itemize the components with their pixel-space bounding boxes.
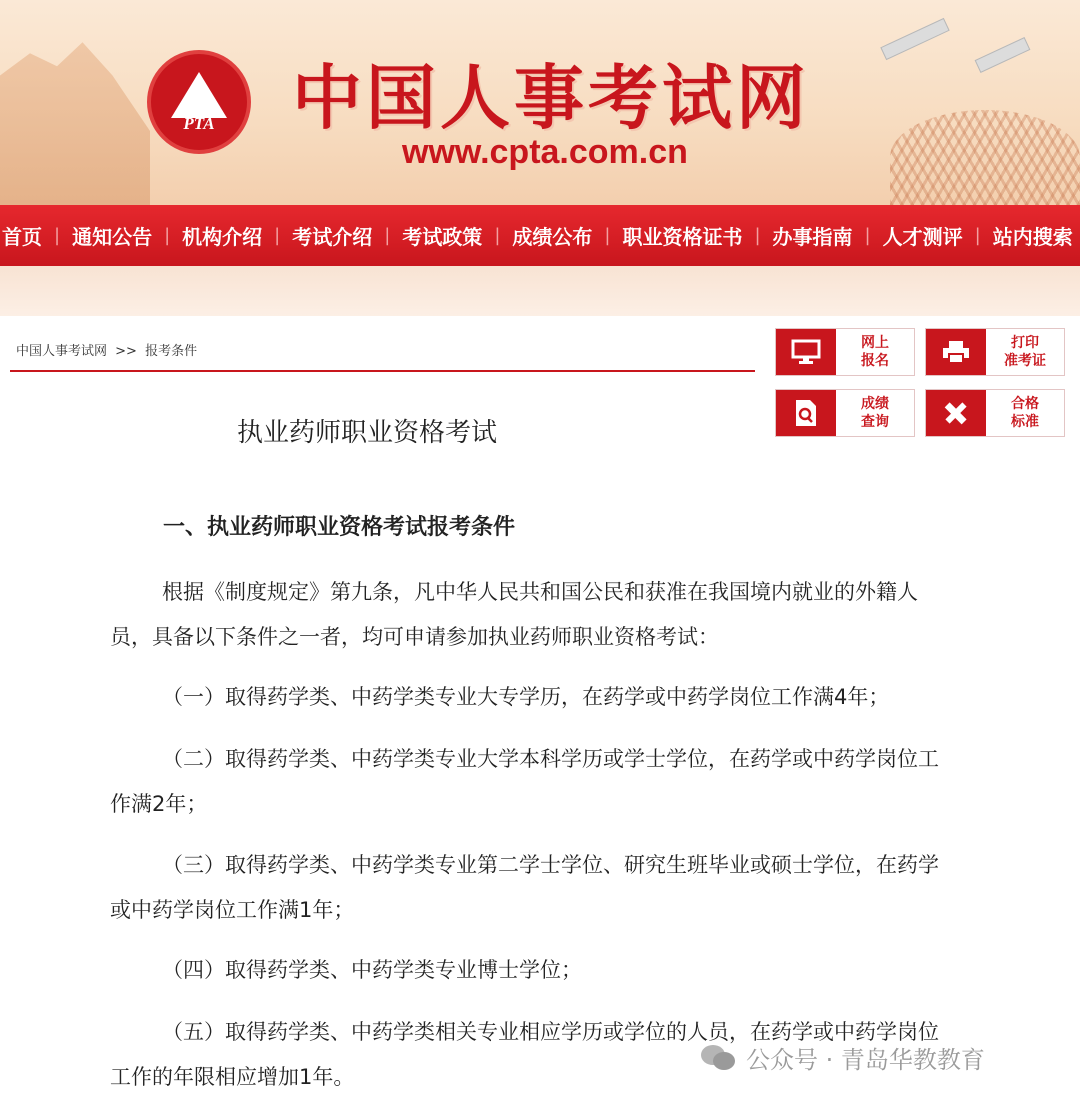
site-url: www.cpta.com.cn <box>402 133 688 171</box>
nav-item-certificates[interactable]: 职业资格证书 <box>622 225 743 249</box>
passing-standard-button[interactable] <box>925 389 1065 437</box>
nav-separator: | <box>754 225 761 246</box>
site-banner <box>0 0 1080 205</box>
nav-item-notices[interactable]: 通知公告 <box>72 225 153 249</box>
nav-separator: | <box>494 225 501 246</box>
satellite-decoration <box>975 37 1031 73</box>
nav-item-scores[interactable]: 成绩公布 <box>512 225 593 249</box>
document-search-icon <box>776 390 836 436</box>
pta-logo[interactable] <box>147 50 251 154</box>
page-title: 执业药师职业资格考试 <box>237 418 498 448</box>
online-registration-label: 网上 报名 <box>861 335 889 369</box>
condition-item-1: （一）取得药学类、中药学类专业大专学历，在药学或中药学岗位工作满4年； <box>162 685 890 709</box>
condition-item-5: （五）取得药学类、中药学类相关专业相应学历或学位的人员，在药学或中药学岗位工作的年限相应增加1年。 <box>110 1020 939 1089</box>
breadcrumb-home[interactable]: 中国人事考试网 <box>16 344 108 359</box>
score-query-button[interactable] <box>775 389 915 437</box>
online-registration-button[interactable] <box>775 328 915 376</box>
nav-item-guide[interactable]: 办事指南 <box>772 225 853 249</box>
site-title: 中国人事考试网 <box>292 57 810 139</box>
condition-item-4: （四）取得药学类、中药学类专业博士学位； <box>162 958 582 982</box>
ruler-pencil-icon <box>926 390 986 436</box>
passing-standard-label: 合格 标准 <box>1011 396 1039 430</box>
nav-item-search[interactable]: 站内搜索 <box>992 225 1073 249</box>
nav-separator: | <box>274 225 281 246</box>
main-nav <box>0 205 1080 266</box>
breadcrumb-separator: >> <box>115 344 137 359</box>
nav-separator: | <box>604 225 611 246</box>
nav-item-policies[interactable]: 考试政策 <box>402 225 483 249</box>
intro-paragraph: 根据《制度规定》第九条，凡中华人民共和国公民和获准在我国境内就业的外籍人员，具备以下条件之一者，均可申请参加执业药师职业资格考试： <box>110 580 918 649</box>
nav-underbar <box>0 266 1080 316</box>
printer-icon <box>926 329 986 375</box>
monitor-icon <box>776 329 836 375</box>
nav-separator: | <box>164 225 171 246</box>
nav-separator: | <box>974 225 981 246</box>
great-wall-decoration <box>0 20 150 205</box>
wechat-watermark <box>700 1040 985 1075</box>
birds-nest-decoration <box>890 110 1080 205</box>
condition-item-2: （二）取得药学类、中药学类专业大学本科学历或学士学位，在药学或中药学岗位工作满2年； <box>110 747 939 816</box>
print-admission-ticket-label: 打印 准考证 <box>1004 335 1046 369</box>
breadcrumb <box>16 340 197 359</box>
breadcrumb-divider <box>10 370 755 372</box>
satellite-decoration <box>880 18 949 60</box>
logo-text: PTA <box>183 114 215 133</box>
nav-separator: | <box>384 225 391 246</box>
print-admission-ticket-button[interactable] <box>925 328 1065 376</box>
nav-item-about[interactable]: 机构介绍 <box>182 225 263 249</box>
section-heading: 一、执业药师职业资格考试报考条件 <box>163 515 516 540</box>
breadcrumb-current[interactable]: 报考条件 <box>145 344 198 359</box>
nav-item-home[interactable]: 首页 <box>2 225 42 249</box>
nav-separator: | <box>54 225 61 246</box>
nav-separator: | <box>864 225 871 246</box>
condition-item-3: （三）取得药学类、中药学类专业第二学士学位、研究生班毕业或硕士学位，在药学或中药学岗位工作满1年； <box>110 853 939 922</box>
nav-item-assessment[interactable]: 人才测评 <box>882 225 963 249</box>
wechat-icon <box>700 1044 736 1072</box>
score-query-label: 成绩 查询 <box>861 396 889 430</box>
watermark-text: 公众号 · 青岛华教教育 <box>746 1046 985 1074</box>
nav-item-exams[interactable]: 考试介绍 <box>292 225 373 249</box>
